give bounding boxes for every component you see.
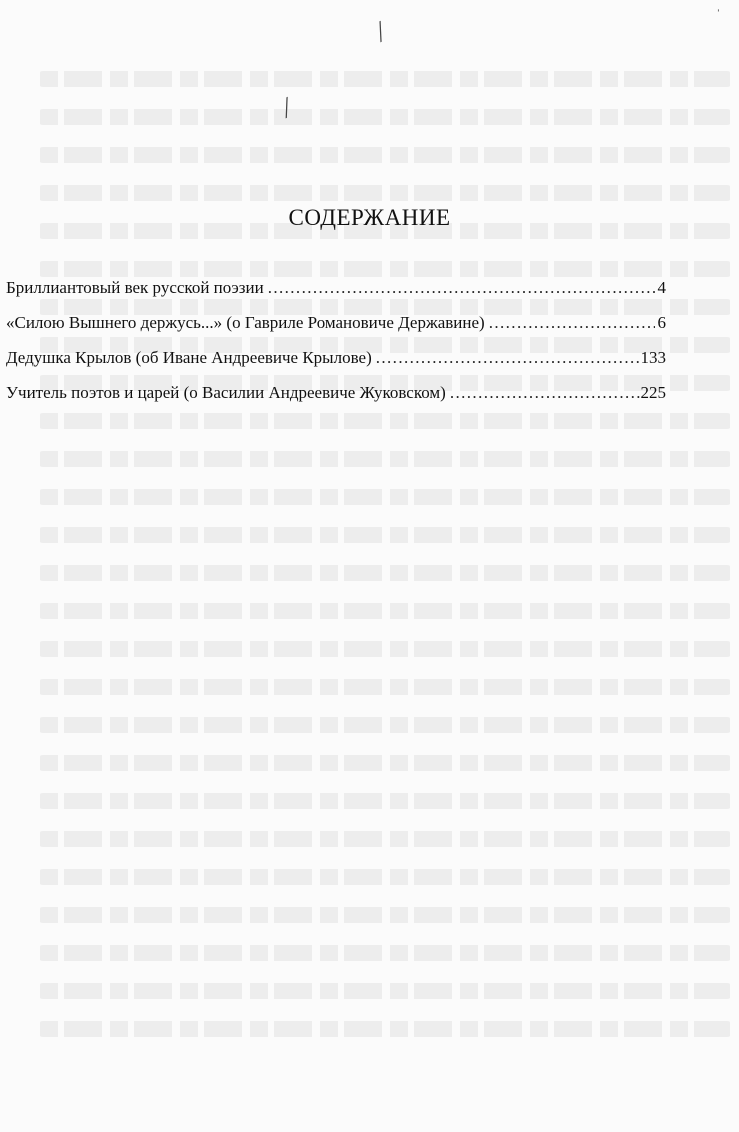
scan-speck: ╱ [279,98,295,119]
contents-heading: СОДЕРЖАНИЕ [288,205,451,230]
scan-speck: ˈ [716,8,721,23]
toc-entry-title: Учитель поэтов и царей (о Василии Андреевиче Жуковском) [6,383,446,402]
toc-entry-title: Бриллиантовый век русской поэзии [6,278,264,297]
toc-entry-title: Дедушка Крылов (об Иване Андреевиче Крылове) [6,348,372,367]
toc-entry-page: 6 [657,313,666,332]
toc-entry[interactable] [6,348,666,383]
dot-leader [268,278,655,298]
dot-leader [450,383,640,403]
toc-entry-page: 225 [640,383,666,402]
toc-entry[interactable] [6,278,666,313]
toc-entry[interactable] [6,313,666,348]
toc-entry-title: «Силою Вышнего держусь...» (о Гавриле Романовиче Державине) [6,313,485,332]
dot-leader [376,348,640,368]
scan-speck: ╱ [372,22,390,43]
toc-entry-page: 133 [640,348,666,367]
toc-entry-page: 4 [657,278,666,297]
table-of-contents [6,278,666,418]
dot-leader [489,313,655,333]
toc-entry[interactable] [6,383,666,418]
